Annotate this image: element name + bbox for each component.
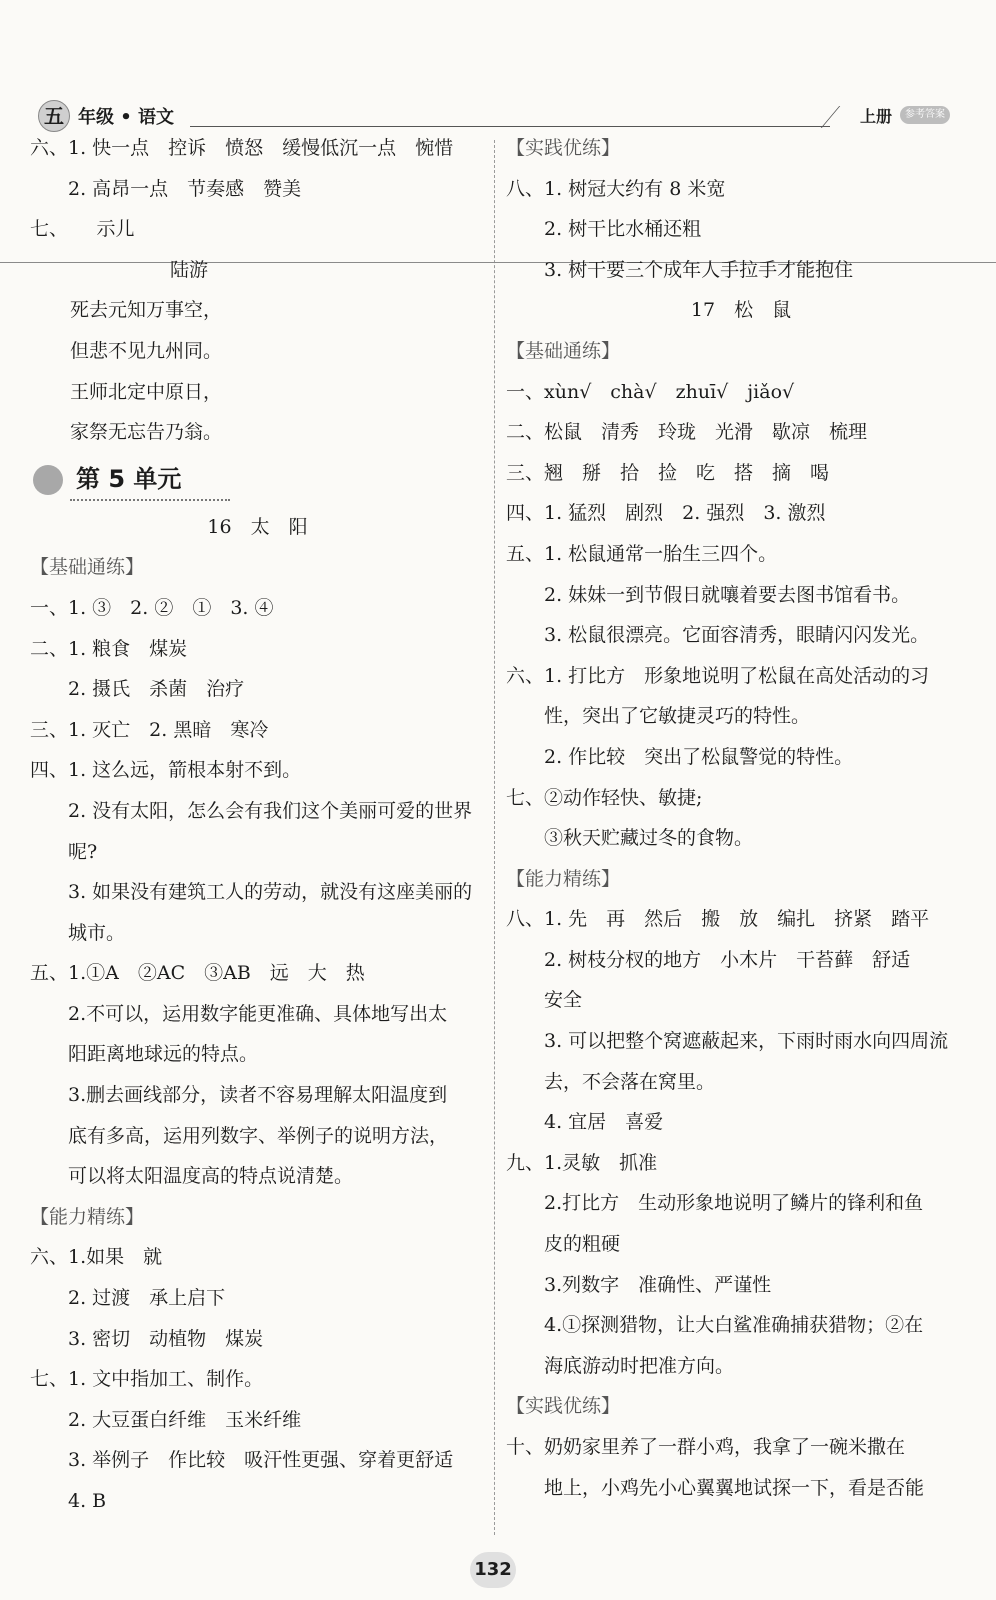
answer-line: 七、1. 文中指加工、制作。 bbox=[30, 1368, 264, 1391]
answer-line: 四、1. 这么远，箭根本射不到。 bbox=[30, 759, 302, 782]
answer-line: 去，不会落在窝里。 bbox=[506, 1070, 716, 1093]
poem-line: 家祭无忘告乃翁。 bbox=[70, 421, 223, 444]
answer-line: 3.删去画线部分，读者不容易理解太阳温度到 bbox=[30, 1084, 448, 1107]
answer-line: 2. 妹妹一到节假日就嚷着要去图书馆看书。 bbox=[506, 583, 911, 606]
answer-line: 4. B bbox=[30, 1490, 107, 1512]
answer-line: 3. 密切 动植物 煤炭 bbox=[30, 1327, 264, 1350]
answer-line: 3. 可以把整个窝遮蔽起来，下雨时雨水向四周流 bbox=[506, 1030, 949, 1053]
section-tag: 【实践优练】 bbox=[506, 137, 621, 159]
answer-line: 九、1.灵敏 抓准 bbox=[506, 1151, 658, 1174]
unit-heading bbox=[30, 453, 485, 507]
lesson-title: 17 松 鼠 bbox=[690, 299, 792, 322]
answer-line: 可以将太阳温度高的特点说清楚。 bbox=[30, 1165, 354, 1188]
page-number: 132 bbox=[470, 1552, 516, 1588]
answer-line: 六、1. 快一点 控诉 愤怒 缓慢低沉一点 惋惜 bbox=[30, 137, 454, 159]
answer-line: 一、xùn√ chà√ zhuī√ jiǎo√ bbox=[506, 380, 795, 403]
answer-line: 五、1.①A ②AC ③AB 远 大 热 bbox=[30, 962, 365, 985]
answer-line: 六、1. 打比方 形象地说明了松鼠在高处活动的习 bbox=[506, 664, 930, 687]
answer-line: 性，突出了它敏捷灵巧的特性。 bbox=[506, 705, 811, 728]
answer-line: 阳距离地球远的特点。 bbox=[30, 1043, 259, 1066]
answer-line: ③秋天贮藏过冬的食物。 bbox=[506, 827, 754, 850]
grade-badge: 五 bbox=[38, 100, 70, 132]
answer-line: 三、翘 掰 拾 捡 吃 搭 摘 喝 bbox=[506, 461, 830, 484]
answer-line: 七、 示儿 bbox=[30, 218, 135, 241]
answer-line: 4. 宜居 喜爱 bbox=[506, 1111, 664, 1134]
answer-line: 城市。 bbox=[30, 921, 126, 944]
answer-line: 3. 举例子 作比较 吸汗性更强、穿着更舒适 bbox=[30, 1449, 454, 1472]
header-volume: 上册 bbox=[860, 107, 893, 126]
poem-author: 陆游 bbox=[170, 258, 209, 281]
answer-line: 八、1. 树冠大约有 8 米宽 bbox=[506, 177, 726, 200]
answer-line: 地上，小鸡先小心翼翼地试探一下，看是否能 bbox=[506, 1476, 925, 1499]
answer-line: 一、1. ③ 2. ② ① 3. ④ bbox=[30, 596, 274, 619]
answer-line: 2. 作比较 突出了松鼠警觉的特性。 bbox=[506, 745, 854, 768]
answer-key-badge: 参考答案 bbox=[900, 106, 950, 124]
answer-line: 3. 如果没有建筑工人的劳动，就没有这座美丽的 bbox=[30, 881, 473, 904]
unit-title: 第 5 单元 bbox=[76, 464, 182, 493]
section-tag: 【能力精练】 bbox=[30, 1205, 145, 1228]
unit-underline bbox=[70, 499, 230, 501]
answer-line: 海底游动时把准方向。 bbox=[506, 1354, 735, 1377]
lesson-title: 16 太 阳 bbox=[207, 515, 308, 538]
answer-line: 2. 树干比水桶还粗 bbox=[506, 218, 702, 241]
section-tag: 【能力精练】 bbox=[506, 867, 621, 890]
answer-line: 六、1.如果 就 bbox=[30, 1246, 163, 1269]
answer-line: 2. 没有太阳，怎么会有我们这个美丽可爱的世界 bbox=[30, 799, 473, 822]
right-column bbox=[506, 128, 976, 1508]
section-tag: 【基础通练】 bbox=[506, 339, 621, 362]
answer-line: 安全 bbox=[506, 989, 583, 1012]
poem-line: 但悲不见九州同。 bbox=[70, 339, 223, 362]
answer-line: 五、1. 松鼠通常一胎生三四个。 bbox=[506, 542, 778, 565]
answer-line: 三、1. 灭亡 2. 黑暗 寒冷 bbox=[30, 718, 269, 741]
answer-line: 呢? bbox=[30, 840, 98, 863]
header-rule bbox=[190, 126, 830, 127]
answer-line: 皮的粗硬 bbox=[506, 1233, 621, 1256]
answer-line: 2.打比方 生动形象地说明了鳞片的锋利和鱼 bbox=[506, 1192, 924, 1215]
answer-line: 七、②动作轻快、敏捷; bbox=[506, 786, 703, 809]
answer-line: 3. 树干要三个成年人手拉手才能抱住 bbox=[506, 258, 854, 281]
answer-line: 底有多高，运用列数字、举例子的说明方法， bbox=[30, 1124, 449, 1147]
answer-line: 3.列数字 准确性、严谨性 bbox=[506, 1273, 772, 1296]
answer-line: 2.不可以，运用数字能更准确、具体地写出太 bbox=[30, 1002, 448, 1025]
poem-line: 王师北定中原日， bbox=[70, 380, 223, 403]
answer-line: 2. 大豆蛋白纤维 玉米纤维 bbox=[30, 1408, 302, 1431]
answer-line: 八、1. 先 再 然后 搬 放 编扎 挤紧 踏平 bbox=[506, 908, 930, 931]
header-subject: 年级 • 语文 bbox=[78, 107, 175, 128]
section-tag: 【实践优练】 bbox=[506, 1395, 621, 1418]
answer-line: 二、松鼠 清秀 玲珑 光滑 歇凉 梳理 bbox=[506, 421, 868, 444]
answer-line: 2. 过渡 承上启下 bbox=[30, 1287, 226, 1310]
left-column bbox=[30, 128, 485, 1522]
answer-line: 3. 松鼠很漂亮。它面容清秀，眼睛闪闪发光。 bbox=[506, 624, 930, 647]
answer-line: 四、1. 猛烈 剧烈 2. 强烈 3. 激烈 bbox=[506, 502, 826, 525]
answer-line: 二、1. 粮食 煤炭 bbox=[30, 637, 188, 660]
answer-line: 2. 树枝分杈的地方 小木片 干苔藓 舒适 bbox=[506, 948, 911, 971]
answer-line: 4.①探测猎物，让大白鲨准确捕获猎物；②在 bbox=[506, 1314, 924, 1337]
header-rule-slant bbox=[821, 106, 840, 128]
answer-line: 十、奶奶家里养了一群小鸡，我拿了一碗米撒在 bbox=[506, 1436, 906, 1458]
answer-line: 2. 摄氏 杀菌 治疗 bbox=[30, 678, 245, 701]
poem-line: 死去元知万事空， bbox=[70, 299, 223, 322]
unit-bullet-icon bbox=[33, 465, 63, 495]
section-tag: 【基础通练】 bbox=[30, 556, 145, 579]
column-divider bbox=[494, 140, 495, 1535]
answer-line: 2. 高昂一点 节奏感 赞美 bbox=[30, 177, 302, 200]
